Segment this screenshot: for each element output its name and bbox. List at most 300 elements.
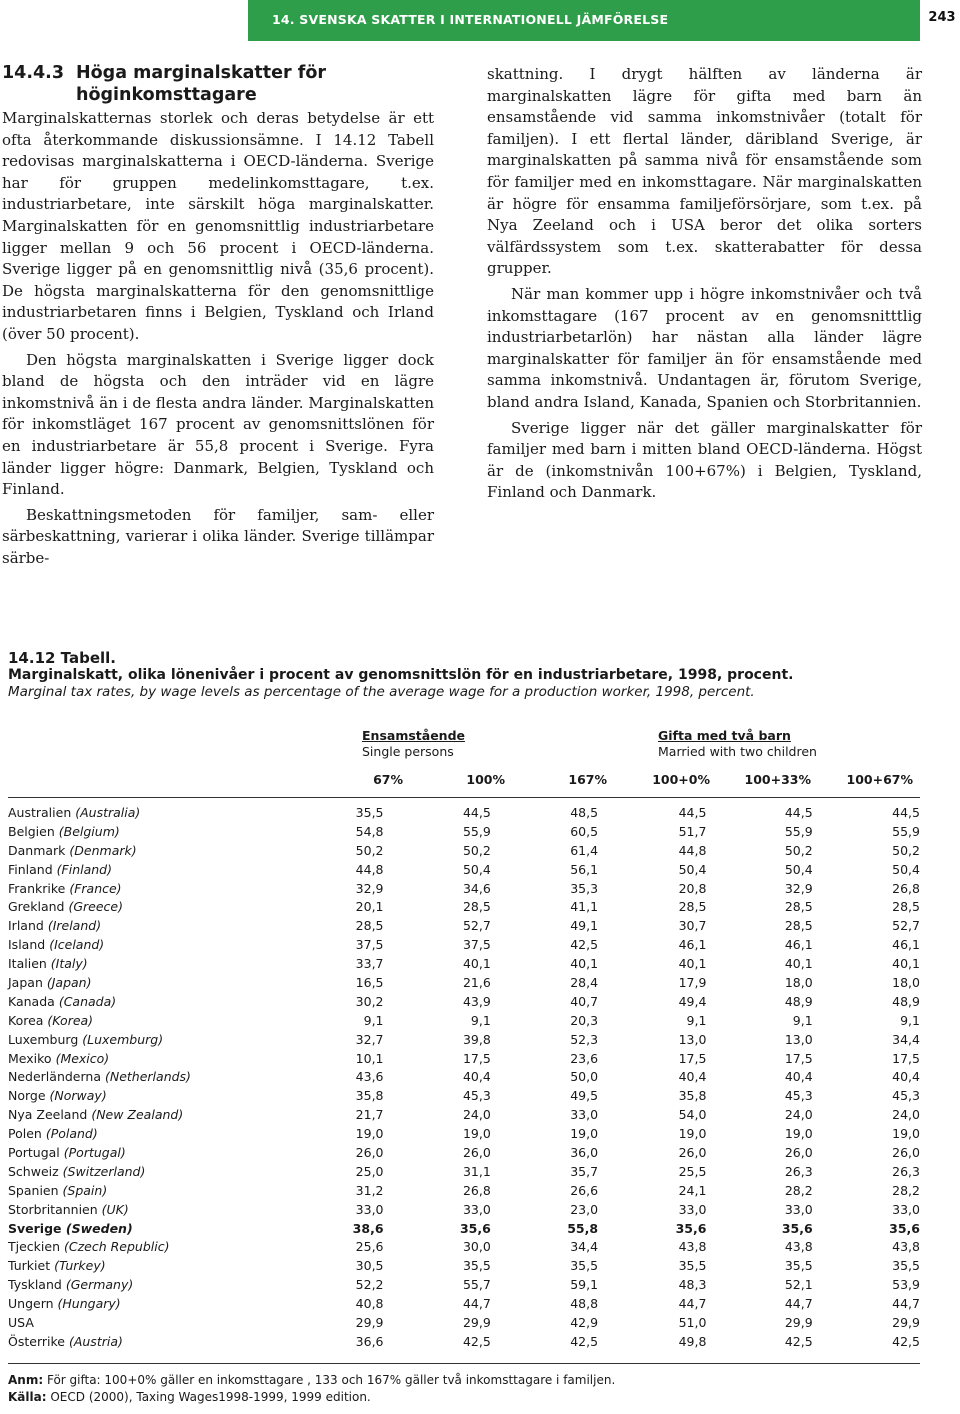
group-header-single-sv: Ensamstående: [362, 728, 465, 743]
value-cell: 49,8: [678, 1333, 707, 1349]
table-row: [8, 879, 920, 898]
value-cell: 50,4: [462, 861, 491, 877]
value-cell: 19,0: [462, 1126, 491, 1142]
value-cell: 40,4: [678, 1069, 707, 1085]
value-cell: 28,5: [784, 918, 813, 934]
table-row: [8, 1256, 920, 1275]
value-cell: 32,9: [784, 880, 813, 896]
country-name-en: (Korea): [47, 1012, 94, 1028]
right-column: [487, 64, 922, 508]
value-cell: 10,1: [355, 1050, 384, 1066]
value-cell: 50,4: [678, 861, 707, 877]
country-cell: [8, 1275, 281, 1294]
value-cell: 24,1: [678, 1182, 707, 1198]
country-name-sv: Frankrike: [8, 880, 66, 896]
value-cell: 35,5: [784, 1258, 813, 1274]
value-cell: 33,0: [462, 1201, 491, 1217]
value-cell: 59,1: [570, 1277, 599, 1293]
country-cell: [8, 1162, 281, 1181]
value-cell: 9,1: [792, 1012, 813, 1028]
value-cell: 49,5: [570, 1088, 599, 1104]
country-cell: [8, 1313, 281, 1332]
country-cell: [8, 1030, 281, 1049]
value-cell: 9,1: [686, 1012, 707, 1028]
value-cell: 26,0: [784, 1144, 813, 1160]
value-cell: 28,5: [678, 899, 707, 915]
value-cell: 33,7: [355, 956, 384, 972]
value-cell: 46,1: [678, 937, 707, 953]
value-cell: 28,5: [892, 899, 920, 915]
value-cell: 35,6: [781, 1220, 813, 1236]
column-header: 100+0%: [652, 772, 710, 787]
country-name-sv: Nya Zeeland: [8, 1107, 88, 1123]
value-cell: 26,3: [892, 1163, 920, 1179]
table-row: [8, 1105, 920, 1124]
table-row: [8, 1313, 920, 1332]
value-cell: 26,6: [570, 1182, 599, 1198]
value-cell: 50,2: [892, 842, 920, 858]
country-name-en: (Switzerland): [62, 1163, 146, 1179]
value-cell: 43,6: [355, 1069, 384, 1085]
value-cell: 16,5: [355, 974, 384, 990]
value-cell: 26,0: [678, 1144, 707, 1160]
country-name-en: (Finland): [56, 861, 112, 877]
group-header-married-sv: Gifta med två barn: [658, 728, 791, 743]
value-cell: 30,7: [678, 918, 707, 934]
value-cell: 40,8: [355, 1296, 384, 1312]
table-row: [8, 1219, 920, 1238]
paragraph: skattning. I drygt hälften av länderna är marginalskatten lägre för gifta med barn än ensamstående vid samma inkomstnivåer (totalt för familjen). I ett flertal länder, däribland Sverige, är marginalskatten på samma nivå för ensamstående som för familjer med en inkomsttagare. När marginalskatten är högre för ensamma familjeförsörjare, som t.ex. på Nya Zeeland och i USA beror det olika sorters välfärdssystem som t.ex. skatterabatter för dessa grupper.: [487, 65, 922, 278]
value-cell: 29,9: [784, 1314, 813, 1330]
value-cell: 24,0: [462, 1107, 491, 1123]
country-name-sv: Finland: [8, 861, 53, 877]
country-name-en: (Hungary): [57, 1296, 121, 1312]
value-cell: 45,3: [784, 1088, 813, 1104]
value-cell: 17,9: [678, 974, 707, 990]
country-name-sv: Italien: [8, 956, 47, 972]
value-cell: 35,8: [678, 1088, 707, 1104]
value-cell: 40,4: [462, 1069, 491, 1085]
value-cell: 13,0: [784, 1031, 813, 1047]
value-cell: 26,0: [355, 1144, 384, 1160]
value-cell: 26,3: [784, 1163, 813, 1179]
value-cell: 39,8: [462, 1031, 491, 1047]
value-cell: 42,5: [570, 937, 599, 953]
value-cell: 44,7: [462, 1296, 491, 1312]
value-cell: 45,3: [462, 1088, 491, 1104]
value-cell: 33,0: [784, 1201, 813, 1217]
value-cell: 35,6: [889, 1220, 920, 1236]
table-source: [8, 1389, 920, 1406]
table-row: [8, 1181, 920, 1200]
country-cell: [8, 803, 281, 822]
country-name-sv: Österrike: [8, 1333, 65, 1349]
value-cell: 25,6: [355, 1239, 384, 1255]
table-row: [8, 1143, 920, 1162]
country-name-sv: Nederländerna: [8, 1069, 101, 1085]
value-cell: 43,9: [462, 993, 491, 1009]
value-cell: 31,2: [355, 1182, 384, 1198]
column-header: 100+33%: [744, 772, 811, 787]
paragraph: Den högsta marginalskatten i Sverige ligger dock bland de högsta och den inträder vid en lägre inkomstnivå än i de flesta andra länder. Marginalskatten för inkomstläget 167 procent av genomsnittslönen för en industriarbetare är 55,8 procent i Sverige. Fyra länder ligger högre: Danmark, Belgien, Tyskland och Finland.: [2, 350, 434, 499]
table-row: [8, 860, 920, 879]
country-cell: [8, 1124, 281, 1143]
country-cell: [8, 1011, 281, 1030]
value-cell: 28,2: [784, 1182, 813, 1198]
value-cell: 35,5: [570, 1258, 599, 1274]
value-cell: 19,0: [355, 1126, 384, 1142]
country-name-sv: Norge: [8, 1088, 46, 1104]
value-cell: 31,1: [462, 1163, 491, 1179]
value-cell: 55,9: [784, 823, 813, 839]
value-cell: 40,4: [892, 1069, 920, 1085]
country-cell: [8, 1332, 281, 1351]
value-cell: 29,9: [892, 1314, 920, 1330]
value-cell: 44,5: [892, 804, 920, 820]
value-cell: 43,8: [892, 1239, 920, 1255]
value-cell: 50,2: [462, 842, 491, 858]
value-cell: 35,5: [462, 1258, 491, 1274]
country-cell: [8, 1181, 281, 1200]
value-cell: 34,4: [570, 1239, 599, 1255]
country-name-en: (Spain): [62, 1182, 108, 1198]
value-cell: 48,9: [784, 993, 813, 1009]
value-cell: 19,0: [570, 1126, 599, 1142]
table-row: [8, 1030, 920, 1049]
country-name-en: (Germany): [65, 1277, 134, 1293]
country-name-en: (Australia): [75, 804, 141, 820]
value-cell: 19,0: [678, 1126, 707, 1142]
country-name-sv: Danmark: [8, 842, 66, 858]
value-cell: 52,7: [462, 918, 491, 934]
value-cell: 28,4: [570, 974, 599, 990]
table-row: [8, 1275, 920, 1294]
value-cell: 9,1: [363, 1012, 384, 1028]
value-cell: 30,2: [355, 993, 384, 1009]
country-cell: [8, 822, 281, 841]
value-cell: 36,0: [570, 1144, 599, 1160]
column-header: 167%: [568, 772, 607, 787]
value-cell: 32,7: [355, 1031, 384, 1047]
country-name-sv: USA: [8, 1314, 34, 1330]
value-cell: 55,9: [462, 823, 491, 839]
country-name-en: (Luxemburg): [82, 1031, 164, 1047]
value-cell: 28,5: [784, 899, 813, 915]
country-cell: [8, 1219, 281, 1238]
country-name-sv: Turkiet: [8, 1258, 51, 1274]
country-cell: [8, 1237, 281, 1256]
value-cell: 42,5: [570, 1333, 599, 1349]
value-cell: 37,5: [355, 937, 384, 953]
country-name-sv: Portugal: [8, 1144, 60, 1160]
country-cell: [8, 935, 281, 954]
value-cell: 9,1: [470, 1012, 491, 1028]
value-cell: 26,0: [462, 1144, 491, 1160]
value-cell: 55,9: [892, 823, 920, 839]
value-cell: 33,0: [355, 1201, 384, 1217]
table-row: [8, 1200, 920, 1219]
value-cell: 52,3: [570, 1031, 599, 1047]
country-cell: [8, 1143, 281, 1162]
country-cell: [8, 1256, 281, 1275]
value-cell: 35,5: [678, 1258, 707, 1274]
group-header-married: [658, 728, 817, 760]
value-cell: 43,8: [678, 1239, 707, 1255]
table-footer-rule: [8, 1363, 920, 1364]
value-cell: 60,5: [570, 823, 599, 839]
table-label: 14.12 Tabell.: [8, 649, 116, 667]
note-text: För gifta: 100+0% gäller en inkomsttagare , 133 och 167% gäller två inkomsttagare i familjen.: [46, 1373, 616, 1387]
value-cell: 33,0: [570, 1107, 599, 1123]
group-header-single-en: Single persons: [362, 744, 454, 759]
country-name-sv: Storbritannien: [8, 1201, 98, 1217]
table-row: [8, 992, 920, 1011]
country-cell: [8, 1086, 281, 1105]
value-cell: 30,5: [355, 1258, 384, 1274]
country-cell: [8, 992, 281, 1011]
table-row: [8, 1162, 920, 1181]
value-cell: 50,2: [355, 842, 384, 858]
value-cell: 54,8: [355, 823, 384, 839]
value-cell: 20,8: [678, 880, 707, 896]
value-cell: 23,0: [570, 1201, 599, 1217]
value-cell: 44,7: [678, 1296, 707, 1312]
country-name-en: (Norway): [49, 1088, 107, 1104]
value-cell: 29,9: [355, 1314, 384, 1330]
country-name-en: (Canada): [58, 993, 117, 1009]
table-row: [8, 1049, 920, 1068]
value-cell: 35,3: [570, 880, 599, 896]
table-row: [8, 916, 920, 935]
value-cell: 46,1: [892, 937, 920, 953]
section-title: Höga marginalskatter för höginkomsttagare: [76, 63, 327, 105]
value-cell: 52,1: [784, 1277, 813, 1293]
column-header: 100%: [466, 772, 505, 787]
country-name-en: (Turkey): [54, 1258, 106, 1274]
paragraph: Marginalskatternas storlek och deras betydelse är ett ofta återkommande diskussionsämne. I 14.12 Tabell redovisas marginalskatterna i OECD-länderna. Sverige har för gruppen medelinkomsttagare, t.ex. industriarbetare, inte särskilt höga marginalskatter. Marginalskatten för en genomsnittlig industriarbetare ligger mellan 9 och 56 procent i OECD-länderna. Sverige ligger på en genomsnittlig nivå (35,6 procent). De högsta marginalskatterna för den genomsnittlige industriarbetaren finns i Belgien, Tyskland och Irland (över 50 procent).: [2, 109, 434, 343]
value-cell: 34,4: [892, 1031, 920, 1047]
value-cell: 40,1: [678, 956, 707, 972]
country-cell: [8, 1200, 281, 1219]
country-name-sv: Luxemburg: [8, 1031, 79, 1047]
country-name-sv: Grekland: [8, 899, 65, 915]
paragraph: Beskattningsmetoden för familjer, sam- eller särbeskattning, varierar i olika länder. Sverige tillämpar särbe-: [2, 505, 434, 567]
value-cell: 44,5: [678, 804, 707, 820]
country-name-sv: Australien: [8, 804, 72, 820]
value-cell: 50,2: [784, 842, 813, 858]
value-cell: 35,7: [570, 1163, 599, 1179]
country-name-en: (Iceland): [49, 937, 105, 953]
value-cell: 51,7: [678, 823, 707, 839]
table-notes: [8, 1372, 920, 1406]
country-name-en: (New Zealand): [91, 1107, 184, 1123]
country-cell: [8, 954, 281, 973]
table-header-rule: [8, 797, 920, 798]
country-name-sv: Kanada: [8, 993, 55, 1009]
table-row: [8, 822, 920, 841]
value-cell: 20,1: [355, 899, 384, 915]
value-cell: 56,1: [570, 861, 599, 877]
country-name-en: (Belgium): [58, 823, 120, 839]
value-cell: 49,1: [570, 918, 599, 934]
value-cell: 48,5: [570, 804, 599, 820]
value-cell: 61,4: [570, 842, 599, 858]
source-label: Källa:: [8, 1390, 47, 1404]
value-cell: 28,5: [355, 918, 384, 934]
value-cell: 33,0: [678, 1201, 707, 1217]
country-name-sv: Island: [8, 937, 46, 953]
country-name-en: (Portugal): [63, 1144, 126, 1160]
value-cell: 43,8: [784, 1239, 813, 1255]
section-heading: [2, 62, 434, 106]
value-cell: 55,8: [567, 1220, 599, 1236]
value-cell: 35,6: [675, 1220, 707, 1236]
value-cell: 44,8: [355, 861, 384, 877]
country-name-sv: Japan: [8, 974, 43, 990]
value-cell: 53,9: [892, 1277, 920, 1293]
table-note: [8, 1372, 920, 1389]
table-row: [8, 897, 920, 916]
country-name-sv: Irland: [8, 918, 44, 934]
value-cell: 35,5: [355, 804, 384, 820]
value-cell: 42,5: [462, 1333, 491, 1349]
value-cell: 35,8: [355, 1088, 384, 1104]
country-name-sv: Spanien: [8, 1182, 59, 1198]
group-header-married-en: Married with two children: [658, 744, 817, 759]
table-row: [8, 1067, 920, 1086]
country-name-en: (Netherlands): [104, 1069, 191, 1085]
table-row: [8, 1294, 920, 1313]
value-cell: 29,9: [462, 1314, 491, 1330]
value-cell: 51,0: [678, 1314, 707, 1330]
value-cell: 17,5: [462, 1050, 491, 1066]
value-cell: 19,0: [892, 1126, 920, 1142]
value-cell: 33,0: [892, 1201, 920, 1217]
value-cell: 9,1: [900, 1012, 920, 1028]
country-cell: [8, 879, 281, 898]
value-cell: 48,9: [892, 993, 920, 1009]
note-label: Anm:: [8, 1373, 44, 1387]
country-cell: [8, 1105, 281, 1124]
column-header: 100+67%: [846, 772, 913, 787]
country-name-sv: Ungern: [8, 1296, 54, 1312]
running-header-title: 14. SVENSKA SKATTER I INTERNATIONELL JÄMFÖRELSE: [272, 12, 669, 27]
value-cell: 18,0: [892, 974, 920, 990]
table-title: Marginalskatt, olika lönenivåer i procent av genomsnittslön för en industriarbetare, 1998, procent.: [8, 667, 794, 683]
value-cell: 46,1: [784, 937, 813, 953]
value-cell: 52,7: [892, 918, 920, 934]
value-cell: 17,5: [678, 1050, 707, 1066]
country-cell: [8, 1067, 281, 1086]
value-cell: 28,2: [892, 1182, 920, 1198]
value-cell: 36,6: [355, 1333, 384, 1349]
value-cell: 55,7: [462, 1277, 491, 1293]
marginal-tax-table: [8, 803, 920, 1351]
value-cell: 40,1: [892, 956, 920, 972]
value-cell: 17,5: [784, 1050, 813, 1066]
country-name-en: (France): [69, 880, 122, 896]
value-cell: 44,5: [462, 804, 491, 820]
table-row: [8, 973, 920, 992]
country-name-en: (Ireland): [47, 918, 102, 934]
country-cell: [8, 860, 281, 879]
table-row: [8, 803, 920, 822]
value-cell: 44,5: [784, 804, 813, 820]
value-cell: 26,0: [892, 1144, 920, 1160]
section-number: 14.4.3: [2, 63, 65, 83]
value-cell: 41,1: [570, 899, 599, 915]
country-name-en: (Sweden): [65, 1220, 133, 1236]
country-name-en: (Czech Republic): [63, 1239, 170, 1255]
value-cell: 40,1: [462, 956, 491, 972]
value-cell: 49,4: [678, 993, 707, 1009]
value-cell: 45,3: [892, 1088, 920, 1104]
value-cell: 30,0: [462, 1239, 491, 1255]
table-row: [8, 841, 920, 860]
value-cell: 23,6: [570, 1050, 599, 1066]
table-row: [8, 1086, 920, 1105]
table-row: [8, 954, 920, 973]
value-cell: 21,6: [462, 974, 491, 990]
source-text: OECD (2000), Taxing Wages1998-1999, 1999 edition.: [50, 1390, 371, 1404]
country-name-en: (UK): [101, 1201, 129, 1217]
value-cell: 32,9: [355, 880, 384, 896]
country-name-en: (Mexico): [55, 1050, 110, 1066]
value-cell: 50,4: [892, 861, 920, 877]
table-row: [8, 1332, 920, 1351]
value-cell: 24,0: [892, 1107, 920, 1123]
value-cell: 54,0: [678, 1107, 707, 1123]
country-name-sv: Mexiko: [8, 1050, 52, 1066]
value-cell: 21,7: [355, 1107, 384, 1123]
group-header-single: [362, 728, 465, 760]
country-name-en: (Italy): [50, 956, 88, 972]
value-cell: 40,7: [570, 993, 599, 1009]
table-row: [8, 935, 920, 954]
country-name-sv: Tyskland: [8, 1277, 62, 1293]
value-cell: 50,4: [784, 861, 813, 877]
value-cell: 17,5: [892, 1050, 920, 1066]
value-cell: 42,5: [784, 1333, 813, 1349]
value-cell: 25,0: [355, 1163, 384, 1179]
value-cell: 42,9: [570, 1314, 599, 1330]
country-cell: [8, 897, 281, 916]
value-cell: 18,0: [784, 974, 813, 990]
table-subtitle: Marginal tax rates, by wage levels as percentage of the average wage for a production worker, 1998, percent.: [8, 684, 755, 700]
value-cell: 40,1: [570, 956, 599, 972]
value-cell: 34,6: [462, 880, 491, 896]
value-cell: 48,8: [570, 1296, 599, 1312]
country-name-en: (Poland): [45, 1126, 98, 1142]
value-cell: 44,7: [892, 1296, 920, 1312]
value-cell: 48,3: [678, 1277, 707, 1293]
table-body: [8, 803, 920, 1351]
table-row: [8, 1124, 920, 1143]
country-name-sv: Polen: [8, 1126, 42, 1142]
country-name-sv: Belgien: [8, 823, 55, 839]
country-name-en: (Greece): [68, 899, 123, 915]
value-cell: 28,5: [462, 899, 491, 915]
country-name-en: (Denmark): [69, 842, 137, 858]
country-name-en: (Austria): [68, 1333, 123, 1349]
value-cell: 50,0: [570, 1069, 599, 1085]
country-name-sv: Sverige: [8, 1220, 62, 1236]
country-name-sv: Schweiz: [8, 1163, 59, 1179]
country-name-sv: Tjeckien: [8, 1239, 60, 1255]
country-cell: [8, 1294, 281, 1313]
value-cell: 35,6: [459, 1220, 491, 1236]
paragraph: Sverige ligger när det gäller marginalskatter för familjer med barn i mitten bland OECD-länderna. Högst är de (inkomstnivån 100+67%) i Belgien, Tyskland, Finland och Danmark.: [487, 418, 922, 502]
